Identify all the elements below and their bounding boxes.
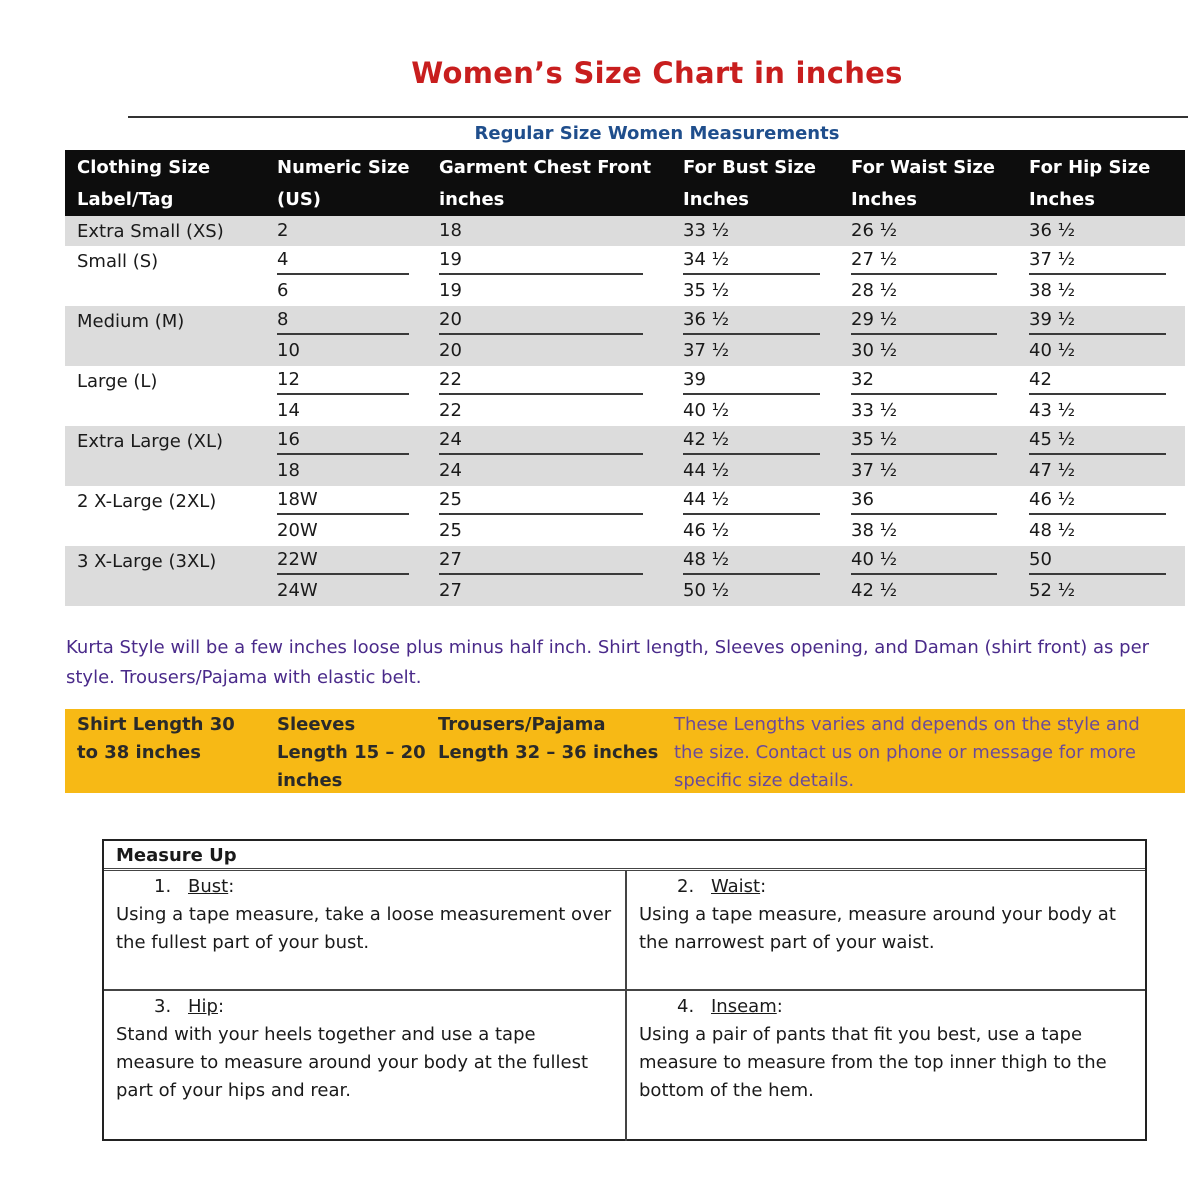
hip-cell — [1017, 486, 1185, 516]
cell-value: 45 ½ — [1029, 427, 1166, 455]
table-subtitle: Regular Size Women Measurements — [474, 123, 840, 144]
cell-value: 36 — [851, 487, 997, 515]
numeric-size-cell — [265, 366, 427, 396]
hip-cell — [1017, 276, 1185, 306]
bust-cell — [671, 516, 839, 546]
cell-value: 42 ½ — [683, 427, 820, 455]
size-chart-table — [65, 150, 1185, 606]
waist-cell — [839, 516, 1017, 546]
chest-cell — [427, 216, 671, 246]
sleeves-length-text: Sleeves Length 15 – 20 inches — [277, 714, 426, 791]
cell-value: 20W — [277, 520, 318, 541]
chest-cell — [427, 306, 671, 336]
cell-value: 40 ½ — [1029, 340, 1076, 361]
inseam-label: Inseam — [711, 996, 777, 1017]
chest-cell — [427, 246, 671, 276]
size-label-cell — [65, 396, 265, 426]
table-body — [65, 216, 1185, 606]
table-row — [65, 306, 1185, 336]
measure-waist-cell: 2. Waist: Using a tape measure, measure around your body at the narrowest part of your waist. — [639, 873, 1139, 957]
hip-instructions: Stand with your heels together and use a tape measure to measure around your body at the fullest part of your hips and rear. — [116, 1024, 589, 1101]
kurta-style-note: Kurta Style will be a few inches loose plus minus half inch. Shirt length, Sleeves opening, and Daman (shirt front) as per style. Trousers/Pajama with elastic belt. — [66, 637, 1150, 688]
numeric-size-cell — [265, 306, 427, 336]
cell-value: 48 ½ — [683, 547, 820, 575]
measure-hip-cell: 3. Hip: Stand with your heels together and use a tape measure to measure around your body at the fullest part of your hips and rear. — [116, 993, 616, 1105]
cell-value: 32 — [851, 367, 997, 395]
cell-value: 40 ½ — [683, 400, 730, 421]
cell-value: 35 ½ — [851, 427, 997, 455]
hip-cell — [1017, 336, 1185, 366]
table-row — [65, 276, 1185, 306]
hip-cell — [1017, 306, 1185, 336]
size-label-cell: Medium (M) — [65, 306, 265, 336]
table-row — [65, 216, 1185, 246]
cell-value: 18 — [277, 460, 300, 481]
waist-cell — [839, 396, 1017, 426]
waist-cell — [839, 216, 1017, 246]
numeric-size-cell — [265, 546, 427, 576]
hip-cell — [1017, 216, 1185, 246]
cell-value: 28 ½ — [851, 280, 898, 301]
cell-value: 39 — [683, 367, 820, 395]
length-banner — [65, 709, 1185, 793]
size-label-cell — [65, 276, 265, 306]
measure-up-box — [102, 839, 1147, 1141]
cell-value: 12 — [277, 367, 409, 395]
bust-cell — [671, 306, 839, 336]
inseam-instructions: Using a pair of pants that fit you best, use a tape measure to measure from the top inner thigh to the bottom of the hem. — [639, 1024, 1107, 1101]
chest-cell — [427, 486, 671, 516]
header-bust: For Bust Size Inches — [671, 150, 839, 216]
cell-value: 26 ½ — [851, 220, 898, 241]
header-hip: For Hip Size Inches — [1017, 150, 1185, 216]
table-row — [65, 516, 1185, 546]
cell-value: 19 — [439, 247, 643, 275]
chest-cell — [427, 456, 671, 486]
table-row — [65, 456, 1185, 486]
waist-cell — [839, 276, 1017, 306]
cell-value: 24 — [439, 427, 643, 455]
numeric-size-cell — [265, 216, 427, 246]
cell-value: 48 ½ — [1029, 520, 1076, 541]
cell-value: 27 — [439, 547, 643, 575]
bust-cell — [671, 396, 839, 426]
cell-value: 19 — [439, 280, 462, 301]
bust-cell — [671, 336, 839, 366]
cell-value: 27 — [439, 580, 462, 601]
bust-instructions: Using a tape measure, take a loose measurement over the fullest part of your bust. — [116, 904, 612, 953]
item-number: 3. — [154, 996, 172, 1017]
hip-cell — [1017, 246, 1185, 276]
size-label-cell: 3 X-Large (3XL) — [65, 546, 265, 576]
cell-value: 25 — [439, 520, 462, 541]
cell-value: 18W — [277, 487, 409, 515]
bust-label: Bust — [188, 876, 229, 897]
table-row — [65, 546, 1185, 576]
cell-value: 22W — [277, 547, 409, 575]
cell-value: 6 — [277, 280, 289, 301]
cell-value: 50 — [1029, 547, 1166, 575]
measure-divider-vertical — [625, 871, 627, 1141]
chest-cell — [427, 396, 671, 426]
waist-cell — [839, 426, 1017, 456]
cell-value: 20 — [439, 307, 643, 335]
cell-value: 47 ½ — [1029, 460, 1076, 481]
bust-cell — [671, 276, 839, 306]
header-chest: Garment Chest Front inches — [427, 150, 671, 216]
cell-value: 38 ½ — [1029, 280, 1076, 301]
cell-value: 36 ½ — [1029, 220, 1076, 241]
cell-value: 10 — [277, 340, 300, 361]
table-header-row — [65, 150, 1185, 216]
bust-cell — [671, 486, 839, 516]
cell-value: 46 ½ — [683, 520, 730, 541]
cell-value: 50 ½ — [683, 580, 730, 601]
size-label-cell: Small (S) — [77, 250, 159, 272]
cell-value: 30 ½ — [851, 340, 898, 361]
measure-up-heading: Measure Up — [104, 841, 1145, 871]
cell-value: 16 — [277, 427, 409, 455]
table-row — [65, 396, 1185, 426]
waist-cell — [839, 456, 1017, 486]
cell-value: 24W — [277, 580, 318, 601]
table-row — [65, 366, 1185, 396]
header-waist: For Waist Size Inches — [839, 150, 1017, 216]
cell-value: 52 ½ — [1029, 580, 1076, 601]
table-row — [65, 576, 1185, 606]
trousers-length-text: Trousers/Pajama Length 32 – 36 inches — [438, 714, 659, 763]
bust-cell — [671, 576, 839, 606]
hip-cell — [1017, 396, 1185, 426]
cell-value: 4 — [277, 247, 409, 275]
page-title: Women’s Size Chart in inches — [411, 56, 903, 90]
bust-cell — [671, 246, 839, 276]
cell-value: 22 — [439, 367, 643, 395]
waist-cell — [839, 366, 1017, 396]
cell-value: 18 — [439, 220, 462, 241]
cell-value: 46 ½ — [1029, 487, 1166, 515]
item-number: 2. — [677, 876, 695, 897]
cell-value: 39 ½ — [1029, 307, 1166, 335]
size-label-cell: Large (L) — [77, 370, 158, 392]
waist-cell — [839, 336, 1017, 366]
cell-value: 33 ½ — [851, 400, 898, 421]
waist-cell — [839, 576, 1017, 606]
waist-label: Waist — [711, 876, 761, 897]
cell-value: 36 ½ — [683, 307, 820, 335]
numeric-size-cell — [265, 276, 427, 306]
bust-cell — [671, 546, 839, 576]
waist-cell — [839, 546, 1017, 576]
size-label-cell: Extra Large (XL) — [65, 426, 265, 456]
numeric-size-cell — [265, 336, 427, 366]
chest-cell — [427, 516, 671, 546]
cell-value: 43 ½ — [1029, 400, 1076, 421]
chest-cell — [427, 276, 671, 306]
cell-value: 34 ½ — [683, 247, 820, 275]
hip-cell — [1017, 576, 1185, 606]
cell-value: 35 ½ — [683, 280, 730, 301]
cell-value: 33 ½ — [683, 220, 730, 241]
size-label-cell — [65, 576, 265, 606]
hip-cell — [1017, 366, 1185, 396]
waist-instructions: Using a tape measure, measure around your body at the narrowest part of your waist. — [639, 904, 1116, 953]
table-row — [65, 426, 1185, 456]
numeric-size-cell — [265, 486, 427, 516]
cell-value: 42 ½ — [851, 580, 898, 601]
bust-cell — [671, 366, 839, 396]
shirt-length-text: Shirt Length 30 to 38 inches — [77, 714, 235, 763]
waist-cell — [839, 486, 1017, 516]
chest-cell — [427, 546, 671, 576]
cell-value: 44 ½ — [683, 460, 730, 481]
cell-value: 40 ½ — [851, 547, 997, 575]
hip-cell — [1017, 456, 1185, 486]
cell-value: 8 — [277, 307, 409, 335]
hip-cell — [1017, 516, 1185, 546]
cell-value: 37 ½ — [1029, 247, 1166, 275]
bust-cell — [671, 456, 839, 486]
cell-value: 29 ½ — [851, 307, 997, 335]
chest-cell — [427, 366, 671, 396]
measure-divider-horizontal — [104, 989, 1145, 991]
numeric-size-cell — [265, 246, 427, 276]
measure-inseam-cell: 4. Inseam: Using a pair of pants that fit you best, use a tape measure to measure from the top inner thigh to the bottom of the hem. — [639, 993, 1139, 1105]
chest-cell — [427, 336, 671, 366]
measure-bust-cell: 1. Bust: Using a tape measure, take a loose measurement over the fullest part of your bust. — [116, 873, 616, 957]
header-numeric-size: Numeric Size (US) — [265, 150, 427, 216]
numeric-size-cell — [265, 396, 427, 426]
cell-value: 37 ½ — [683, 340, 730, 361]
hip-cell — [1017, 426, 1185, 456]
table-row — [65, 486, 1185, 516]
bust-cell — [671, 216, 839, 246]
item-number: 4. — [677, 996, 695, 1017]
cell-value: 22 — [439, 400, 462, 421]
bust-cell — [671, 426, 839, 456]
numeric-size-cell — [265, 516, 427, 546]
title-divider — [128, 116, 1188, 118]
table-row — [65, 246, 1185, 276]
cell-value: 42 — [1029, 367, 1166, 395]
cell-value: 38 ½ — [851, 520, 898, 541]
item-number: 1. — [154, 876, 172, 897]
chest-cell — [427, 576, 671, 606]
cell-value: 37 ½ — [851, 460, 898, 481]
size-label-cell: 2 X-Large (2XL) — [77, 490, 217, 512]
numeric-size-cell — [265, 576, 427, 606]
numeric-size-cell — [265, 426, 427, 456]
cell-value: 27 ½ — [851, 247, 997, 275]
numeric-size-cell — [265, 456, 427, 486]
hip-cell — [1017, 546, 1185, 576]
hip-label: Hip — [188, 996, 218, 1017]
table-row — [65, 336, 1185, 366]
waist-cell — [839, 246, 1017, 276]
cell-value: 44 ½ — [683, 487, 820, 515]
chest-cell — [427, 426, 671, 456]
size-label-cell: Extra Small (XS) — [65, 216, 265, 246]
cell-value: 25 — [439, 487, 643, 515]
waist-cell — [839, 306, 1017, 336]
size-label-cell — [65, 516, 265, 546]
cell-value: 2 — [277, 220, 289, 241]
cell-value: 14 — [277, 400, 300, 421]
size-label-cell — [65, 336, 265, 366]
length-info-text: These Lengths varies and depends on the style and the size. Contact us on phone or message for more specific size details. — [674, 714, 1140, 791]
cell-value: 24 — [439, 460, 462, 481]
cell-value: 20 — [439, 340, 462, 361]
header-clothing-size: Clothing Size Label/Tag — [65, 150, 265, 216]
size-label-cell — [65, 456, 265, 486]
